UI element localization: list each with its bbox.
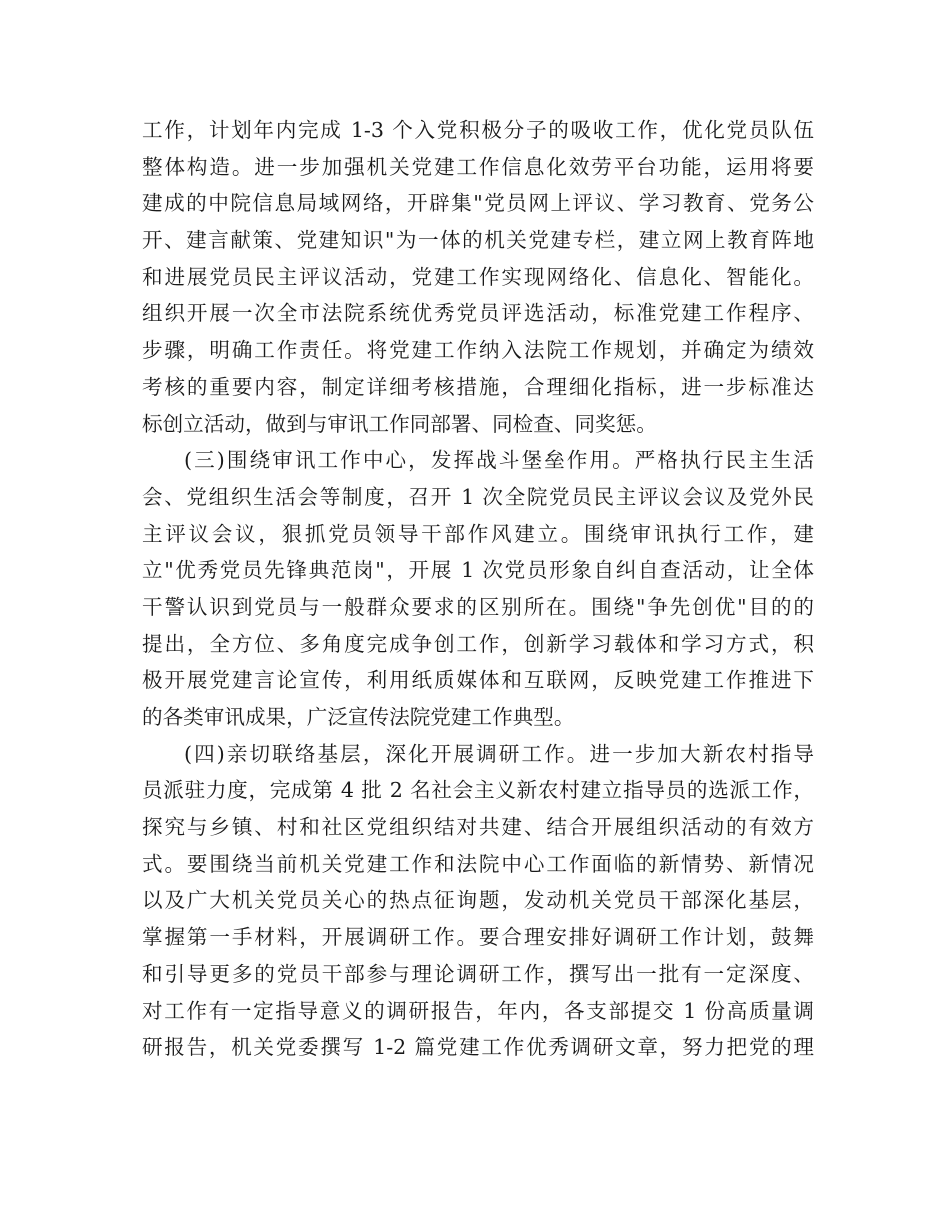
text-line: 考核的重要内容，制定详细考核措施，合理细化指标，进一步标准达 [142, 374, 814, 399]
body-text [142, 112, 814, 1066]
text-line: 式。要围绕当前机关党建工作和法院中心工作面临的新情势、新情况 [142, 851, 814, 876]
text-line: 工作，计划年内完成 1-3 个入党积极分子的吸收工作，优化党员队伍 [142, 118, 814, 142]
text-line: 研报告，机关党委撰写 1-2 篇党建工作优秀调研文章，努力把党的理 [142, 1035, 814, 1060]
text-line: 提出，全方位、多角度完成争创工作，创新学习载体和学习方式，积 [142, 631, 814, 656]
text-line: 组织开展一次全市法院系统优秀党员评选活动，标准党建工作程序、 [142, 301, 814, 326]
text-line: 干警认识到党员与一般群众要求的区别所在。围绕"争先创优"目的的 [142, 594, 814, 619]
text-line: 整体构造。进一步加强机关党建工作信息化效劳平台功能，运用将要 [142, 154, 814, 179]
text-line: 开、建言献策、党建知识"为一体的机关党建专栏，建立网上教育阵地 [142, 228, 814, 253]
text-line: 会、党组织生活会等制度，召开 1 次全院党员民主评议会议及党外民 [142, 484, 814, 509]
text-line: 极开展党建言论宣传，利用纸质媒体和互联网，反映党建工作推进下 [142, 668, 814, 693]
text-line: 的各类审讯成果，广泛宣传法院党建工作典型。 [142, 705, 575, 729]
text-line: 和进展党员民主评议活动，党建工作实现网络化、信息化、智能化。 [142, 264, 814, 289]
text-line: 立"优秀党员先锋典范岗"，开展 1 次党员形象自纠自查活动，让全体 [142, 558, 814, 583]
text-line: 对工作有一定指导意义的调研报告，年内，各支部提交 1 份高质量调 [142, 998, 814, 1023]
text-line: 和引导更多的党员干部参与理论调研工作，撰写出一批有一定深度、 [142, 961, 814, 986]
text-line: 标创立活动，做到与审讯工作同部署、同检查、同奖惩。 [142, 411, 657, 436]
text-line: 主评议会议，狠抓党员领导干部作风建立。围绕审讯执行工作，建 [142, 521, 814, 546]
text-line: 探究与乡镇、村和社区党组织结对共建、结合开展组织活动的有效方 [142, 815, 814, 840]
text-line: 以及广大机关党员关心的热点征询题，发动机关党员干部深化基层， [142, 888, 814, 913]
text-line: 员派驻力度，完成第 4 批 2 名社会主义新农村建立指导员的选派工作， [142, 778, 814, 803]
text-line: 掌握第一手材料，开展调研工作。要合理安排好调研工作计划，鼓舞 [142, 925, 814, 950]
text-line: 步骤，明确工作责任。将党建工作纳入法院工作规划，并确定为绩效 [142, 338, 814, 363]
text-line: 建成的中院信息局域网络，开辟集"党员网上评议、学习教育、党务公 [142, 191, 814, 216]
paragraph-heading-4: (四)亲切联络基层，深化开展调研工作。进一步加大新农村指导 [184, 741, 814, 766]
paragraph-heading-3: (三)围绕审讯工作中心，发挥战斗堡垒作用。严格执行民主生活 [184, 448, 814, 473]
